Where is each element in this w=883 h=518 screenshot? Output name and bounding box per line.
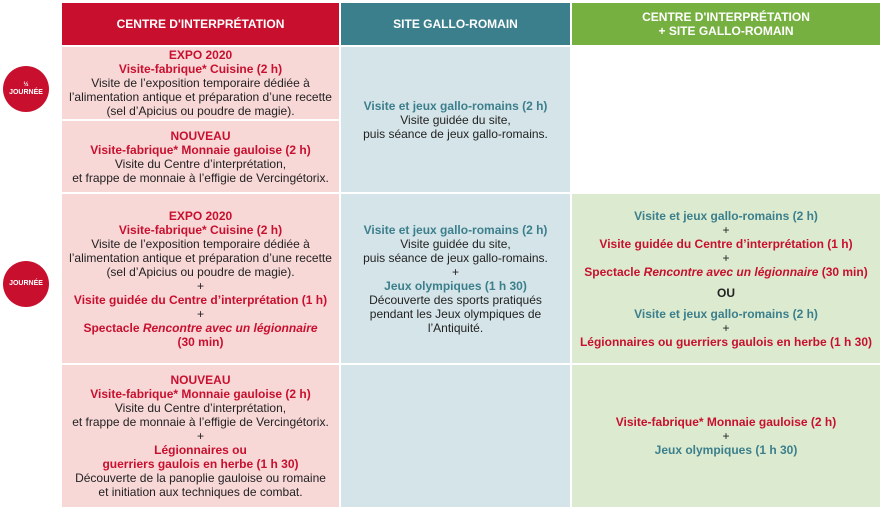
half-day-badge bbox=[3, 66, 49, 112]
description-line: et frappe de monnaie à l’effigie de Vercingétorix. bbox=[72, 170, 329, 185]
half-day-label: JOURNÉE bbox=[9, 89, 43, 96]
description-line: et initiation aux techniques de combat. bbox=[98, 485, 303, 499]
header-site-text: SITE GALLO-ROMAIN bbox=[393, 17, 518, 31]
activity-title: Visite et jeux gallo-romains (2 h) bbox=[363, 222, 548, 237]
activity-title: Jeux olympiques (1 h 30) bbox=[654, 443, 798, 457]
nouveau-label: NOUVEAU bbox=[170, 128, 231, 143]
activity-title: Visite guidée du Centre d’interprétation (1 h) bbox=[73, 292, 328, 307]
full-day-label: JOURNÉE bbox=[9, 280, 43, 287]
description-line: l’Antiquité. bbox=[427, 320, 484, 335]
full-centre-cuisine bbox=[62, 194, 339, 363]
plus-sign: + bbox=[196, 278, 204, 293]
full-both-monnaie bbox=[572, 365, 880, 507]
header-both-line1: CENTRE D'INTERPRÉTATION bbox=[642, 10, 810, 24]
full-centre-monnaie bbox=[62, 365, 339, 507]
description-line: puis séance de jeux gallo-romains. bbox=[363, 126, 548, 141]
plus-sign: + bbox=[722, 429, 730, 443]
spectacle-prefix: Spectacle bbox=[83, 320, 143, 335]
duration: (30 min) bbox=[177, 334, 224, 349]
activity-title bbox=[83, 321, 317, 335]
half-centre-cuisine bbox=[62, 47, 339, 119]
header-both-line2: + SITE GALLO-ROMAIN bbox=[658, 24, 794, 38]
description-line: l’alimentation antique et préparation d’une recette bbox=[69, 250, 332, 265]
full-day-badge bbox=[3, 261, 49, 307]
header-both bbox=[572, 3, 880, 45]
header-site bbox=[341, 3, 570, 45]
activity-title: Visite et jeux gallo-romains (2 h) bbox=[363, 98, 548, 113]
half-fraction: ½ bbox=[23, 82, 29, 88]
description-line: (sel d’Apicius ou poudre de magie). bbox=[106, 264, 295, 279]
plus-sign: + bbox=[196, 429, 204, 443]
activity-title: Visite-fabrique* Cuisine (2 h) bbox=[118, 62, 283, 76]
activity-title: Visite-fabrique* Monnaie gauloise (2 h) bbox=[90, 387, 311, 401]
activity-title: Visite et jeux gallo-romains (2 h) bbox=[634, 208, 818, 223]
half-centre-monnaie bbox=[62, 121, 339, 192]
nouveau-label: NOUVEAU bbox=[170, 373, 231, 387]
plus-sign: + bbox=[722, 222, 730, 237]
header-centre bbox=[62, 3, 339, 45]
activity-title: Visite-fabrique* Cuisine (2 h) bbox=[118, 222, 283, 237]
description-line: (sel d’Apicius ou poudre de magie). bbox=[106, 104, 295, 118]
duration: (30 min) bbox=[818, 264, 868, 279]
full-both-options bbox=[572, 194, 880, 363]
description-line: Visite du Centre d’interprétation, bbox=[114, 156, 287, 171]
spectacle-name: Rencontre avec un légionnaire bbox=[643, 264, 819, 279]
description-line: Visite de l’exposition temporaire dédiée à bbox=[91, 76, 310, 90]
description-line: pendant les Jeux olympiques de bbox=[369, 306, 542, 321]
spectacle-name: Rencontre avec un légionnaire bbox=[142, 320, 318, 335]
activity-title: Visite et jeux gallo-romains (2 h) bbox=[634, 306, 818, 321]
activity-title: guerriers gaulois en herbe (1 h 30) bbox=[102, 457, 299, 471]
activity-title: Jeux olympiques (1 h 30) bbox=[384, 278, 527, 293]
expo-label: EXPO 2020 bbox=[168, 48, 233, 62]
description-line: Découverte des sports pratiqués bbox=[369, 292, 542, 307]
full-site-empty bbox=[341, 365, 570, 507]
plus-sign: + bbox=[722, 320, 730, 335]
plus-sign: + bbox=[196, 306, 204, 321]
description-line: puis séance de jeux gallo-romains. bbox=[363, 250, 548, 265]
expo-label: EXPO 2020 bbox=[168, 208, 233, 223]
description-line: Visite de l’exposition temporaire dédiée à bbox=[91, 236, 310, 251]
description-line: Visite du Centre d’interprétation, bbox=[114, 401, 287, 415]
activity-title: Visite-fabrique* Monnaie gauloise (2 h) bbox=[90, 142, 311, 157]
plus-sign: + bbox=[722, 250, 730, 265]
program-table bbox=[62, 3, 880, 507]
activity-title bbox=[584, 265, 867, 279]
activity-title: Visite guidée du Centre d’interprétation (1 h) bbox=[599, 236, 853, 251]
activity-title: Visite-fabrique* Monnaie gauloise (2 h) bbox=[615, 415, 837, 429]
half-site-jeux bbox=[341, 47, 570, 192]
description-line: et frappe de monnaie à l’effigie de Vercingétorix. bbox=[72, 415, 329, 429]
description-line: Visite guidée du site, bbox=[400, 112, 511, 127]
full-site-jeux bbox=[341, 194, 570, 363]
spectacle-prefix: Spectacle bbox=[584, 264, 644, 279]
description-line: l’alimentation antique et préparation d’une recette bbox=[69, 90, 332, 104]
or-separator: OU bbox=[717, 285, 735, 300]
header-centre-text: CENTRE D'INTERPRÉTATION bbox=[116, 17, 285, 31]
half-both-empty bbox=[572, 47, 880, 192]
description-line: Visite guidée du site, bbox=[400, 236, 511, 251]
activity-title: Légionnaires ou bbox=[154, 443, 247, 457]
description-line: Découverte de la panoplie gauloise ou romaine bbox=[75, 471, 326, 485]
activity-title: Légionnaires ou guerriers gaulois en herbe (1 h 30) bbox=[579, 334, 873, 349]
plus-sign: + bbox=[451, 264, 459, 279]
